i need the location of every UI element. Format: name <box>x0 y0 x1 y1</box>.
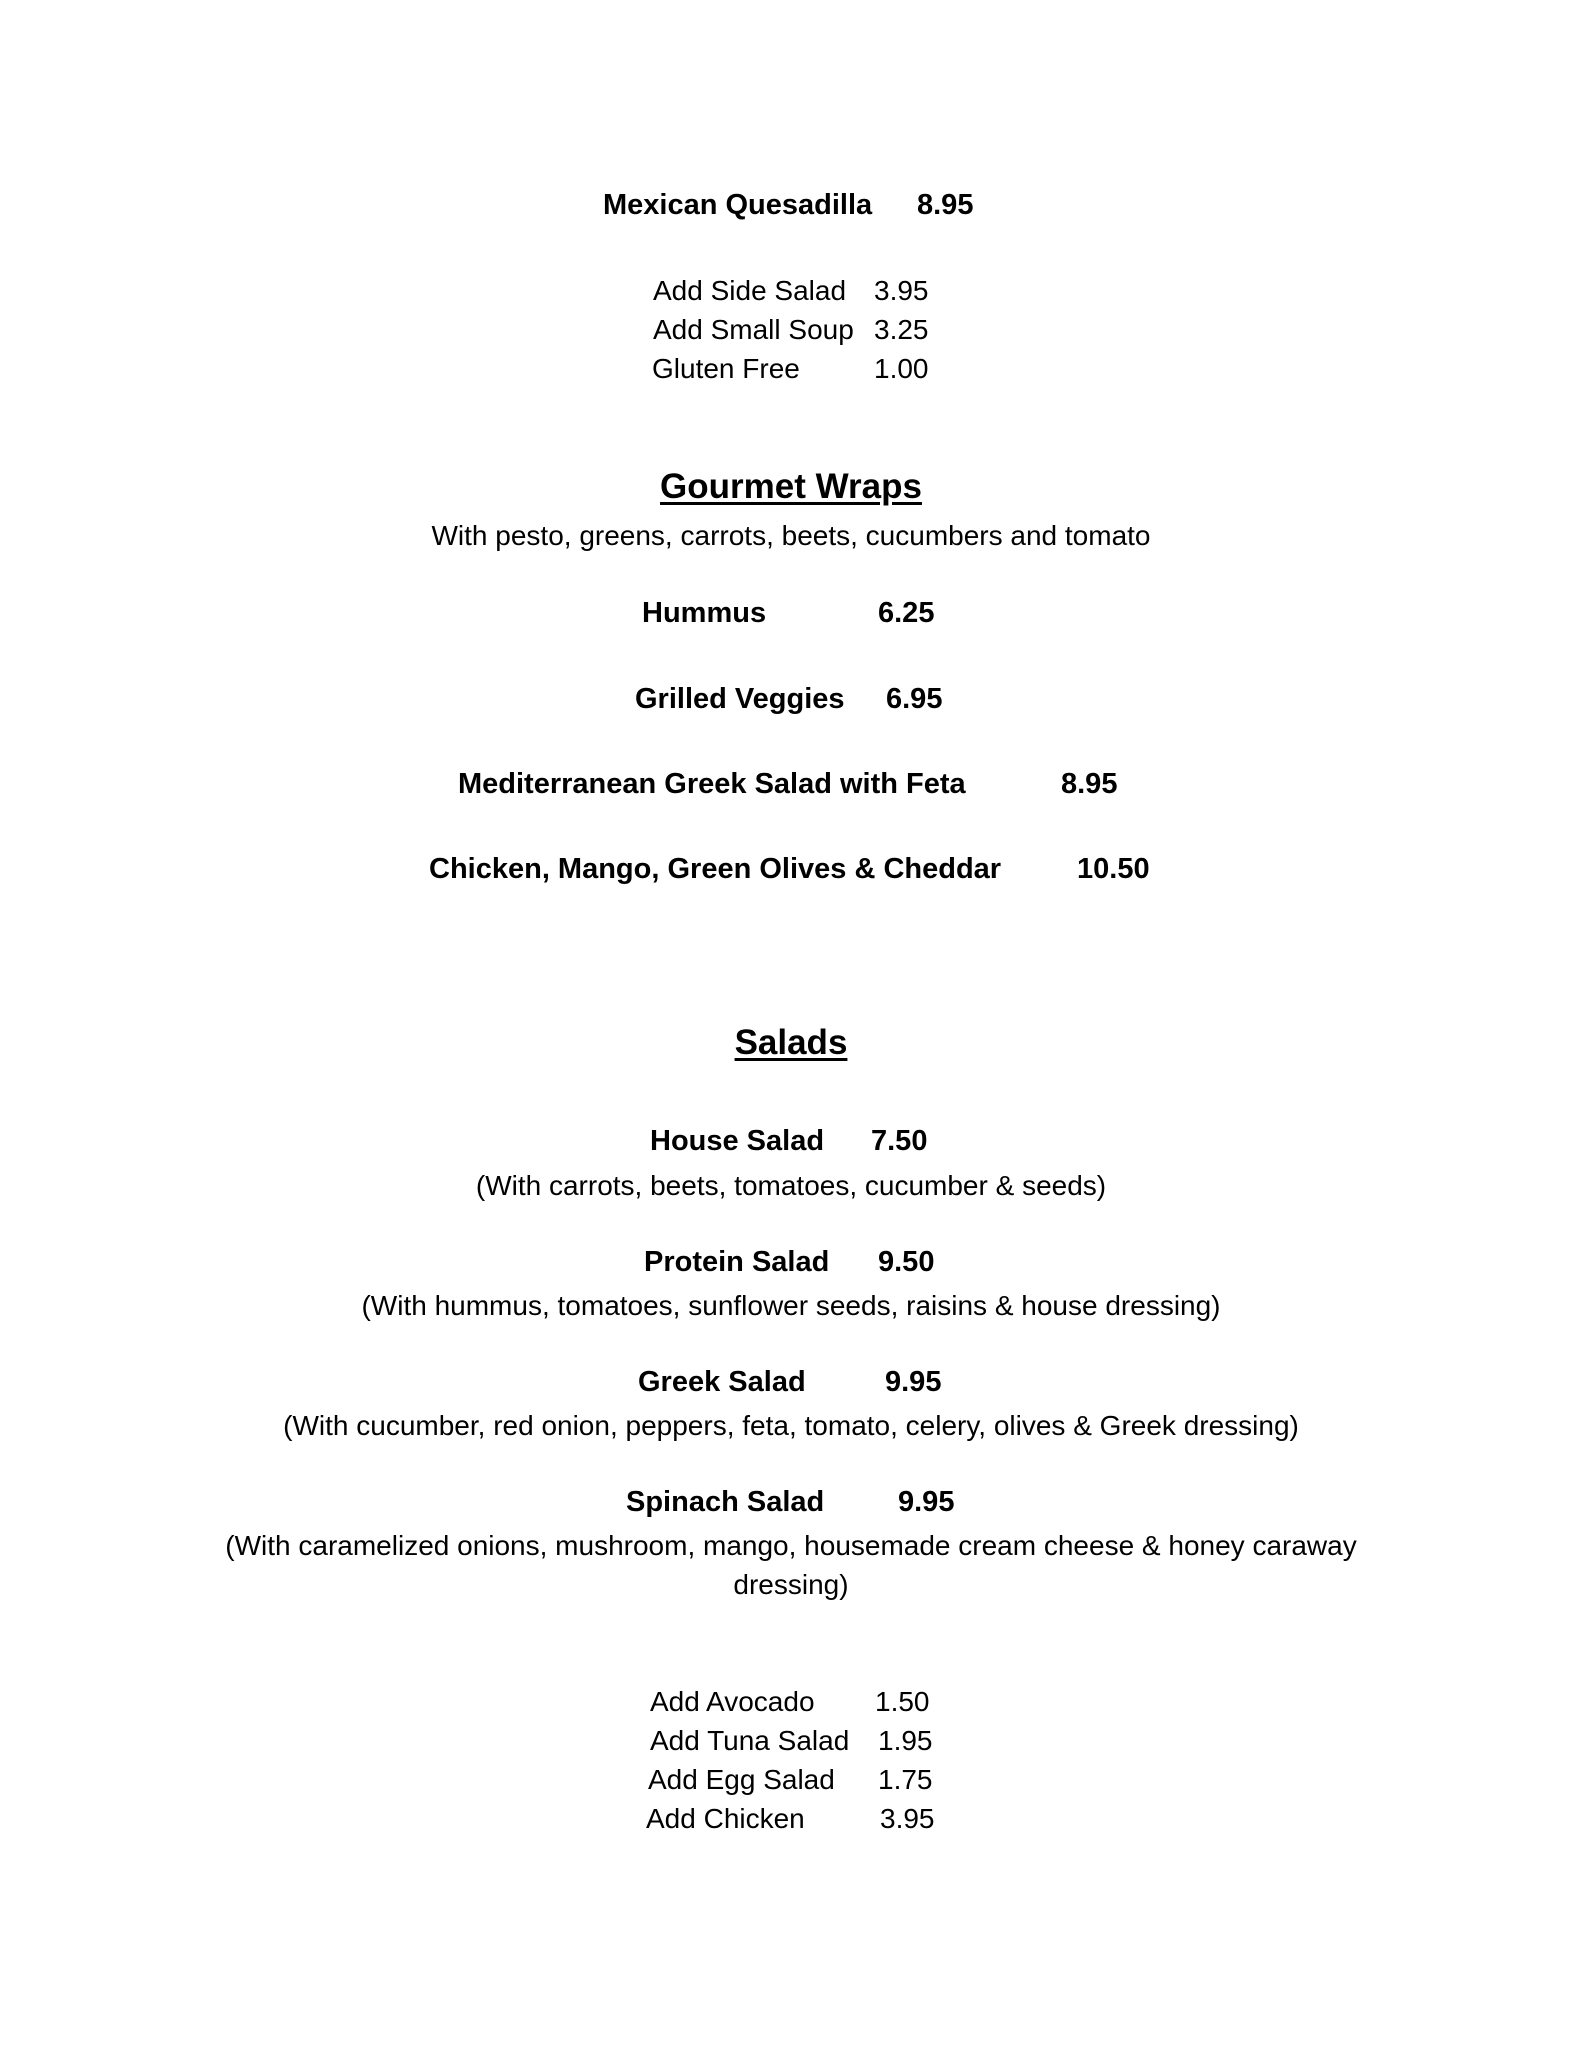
salad-description: (With hummus, tomatoes, sunflower seeds, raisins & house dressing) <box>361 1290 1221 1321</box>
addon-label: Gluten Free <box>652 353 800 384</box>
addon-price: 3.95 <box>874 275 929 306</box>
wrap-name: Chicken, Mango, Green Olives & Cheddar <box>429 853 1002 885</box>
section-description: With pesto, greens, carrots, beets, cucumbers and tomato <box>431 520 1151 551</box>
addon-price: 1.50 <box>875 1686 930 1717</box>
item-name: Mexican Quesadilla <box>603 189 873 221</box>
salad-name: Protein Salad <box>644 1246 830 1278</box>
addon-price: 1.75 <box>878 1764 933 1795</box>
wrap-price: 10.50 <box>1077 853 1150 885</box>
salad-description: (With caramelized onions, mushroom, mango, housemade cream cheese & honey caraway <box>225 1530 1357 1561</box>
wrap-price: 8.95 <box>1061 768 1118 800</box>
salad-name: Greek Salad <box>638 1366 806 1398</box>
addon-label: Add Small Soup <box>653 314 854 345</box>
addon-label: Add Egg Salad <box>648 1764 835 1795</box>
wrap-name: Mediterranean Greek Salad with Feta <box>458 768 966 800</box>
wrap-price: 6.25 <box>878 597 935 629</box>
section-heading: Salads <box>734 1023 848 1062</box>
salad-name: Spinach Salad <box>626 1486 825 1518</box>
addon-label: Add Tuna Salad <box>650 1725 850 1756</box>
salad-description: dressing) <box>733 1569 849 1600</box>
addon-price: 1.95 <box>878 1725 933 1756</box>
wrap-name: Grilled Veggies <box>635 683 845 715</box>
salad-price: 9.95 <box>898 1486 955 1518</box>
addon-label: Add Chicken <box>646 1803 805 1834</box>
addon-price: 1.00 <box>874 353 929 384</box>
section-heading: Gourmet Wraps <box>660 467 922 506</box>
addon-price: 3.95 <box>880 1803 935 1834</box>
wrap-name: Hummus <box>642 597 767 629</box>
salad-price: 9.95 <box>885 1366 942 1398</box>
salad-price: 9.50 <box>878 1246 935 1278</box>
salad-description: (With carrots, beets, tomatoes, cucumber & seeds) <box>475 1170 1107 1201</box>
addon-label: Add Side Salad <box>653 275 847 306</box>
addon-label: Add Avocado <box>650 1686 815 1717</box>
salad-price: 7.50 <box>871 1125 928 1157</box>
addon-price: 3.25 <box>874 314 929 345</box>
salad-description: (With cucumber, red onion, peppers, feta, tomato, celery, olives & Greek dressing) <box>283 1410 1299 1441</box>
item-price: 8.95 <box>917 189 974 221</box>
salad-name: House Salad <box>650 1125 825 1157</box>
wrap-price: 6.95 <box>886 683 943 715</box>
